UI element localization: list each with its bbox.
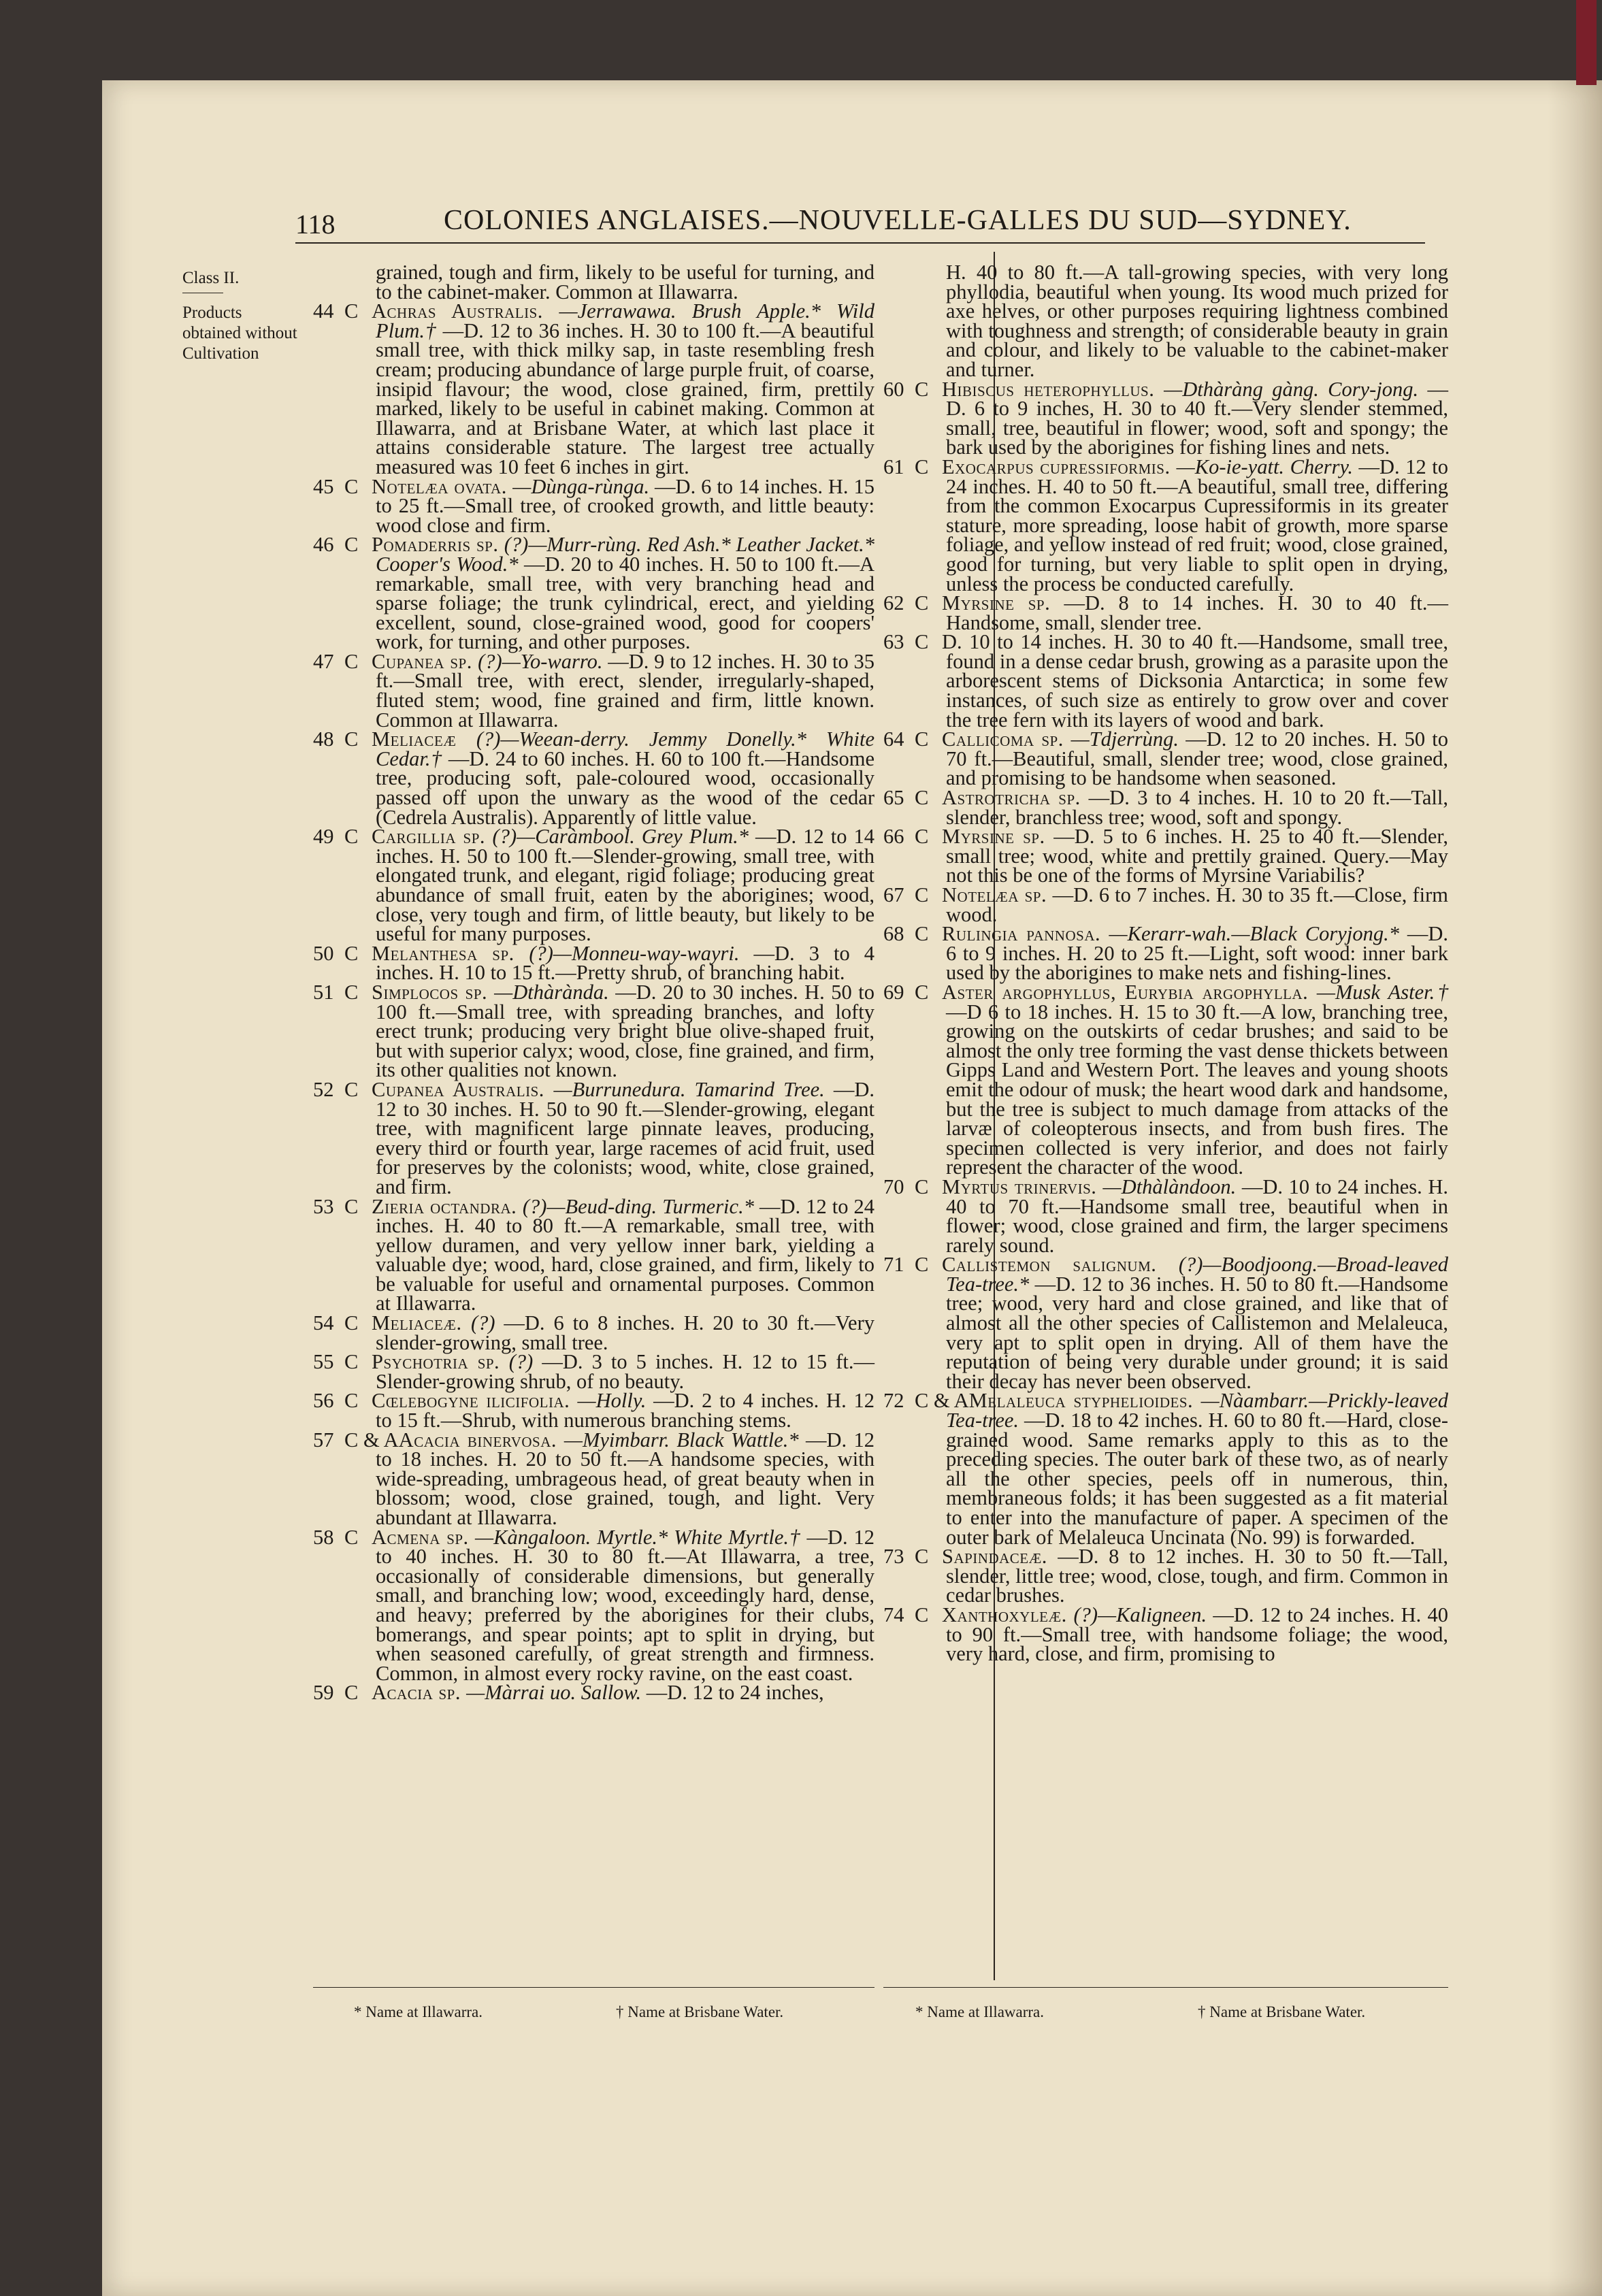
- catalogue-entry: [313, 1525, 874, 1685]
- species-name: Cupanea Australis.: [372, 1077, 554, 1101]
- footnote-right-dagger: † Name at Brisbane Water.: [1198, 2003, 1366, 2020]
- entry-class: C: [915, 786, 929, 810]
- entry-number: 52: [313, 1077, 334, 1101]
- catalogue-entry: [883, 980, 1448, 1179]
- entry-description: H. 40 to 80 ft.—A tall-growing species, with very long phyllodia, beautiful when young. Its wood much prized for axe helves, or other purposes requiring lightness combined with toughness and strength; of considerable beauty in grain and colour, and likely to be valuable to the cabinet-maker and turner.: [946, 261, 1448, 381]
- entry-class: C: [915, 591, 929, 615]
- species-name: Exocarpus cupressiformis.: [942, 455, 1177, 478]
- species-name: Sapindaceæ.: [942, 1545, 1058, 1569]
- catalogue-entry: [313, 535, 874, 652]
- entry-number: 45: [313, 474, 334, 498]
- common-names: (?)—Beud-ding. Turmeric.*: [522, 1194, 759, 1218]
- entry-class: C: [915, 825, 929, 849]
- entry-description: —D. 3 to 4 inches. H. 10 to 15 ft.—Pretty shrub, of branching habit.: [376, 941, 874, 985]
- entry-class: C: [344, 1077, 359, 1101]
- species-name: Psychotria sp.: [372, 1350, 509, 1374]
- entry-description: —D. 12 to 24 inches. H. 40 to 80 ft.—A remarkable, small tree, with yellow duramen, and very yellow inner bark, yielding a valuable dye; wood, hard, close grained, and firm, likely to be valuable for useful and ornamental purposes. Common at Illawarra.: [376, 1194, 875, 1315]
- entry-number: 74: [883, 1603, 904, 1626]
- entry-number: 53: [313, 1194, 334, 1218]
- entry-description: —D 6 to 18 inches. H. 15 to 30 ft.—A low, branching tree, growing on the outskirts of cedar brushes; and said to be almost the only tree forming the vast dense thickets between Gipps Land and Western Port. The leaves and young shoots emit the odour of musk; the heart wood dark and handsome, but the tree is subject to much damage from attacks of the larvæ of coleopterous insects, and from bush fires. The specimen collected is very inferior, and does not fairly represent the character of the wood.: [946, 1000, 1448, 1179]
- entry-number: 68: [883, 922, 904, 946]
- catalogue-entry: [313, 474, 875, 537]
- species-name: Melanthesa sp.: [372, 941, 529, 965]
- catalogue-entry: [883, 885, 1448, 924]
- common-names: —Burrunedura. Tamarind Tree.: [553, 1077, 834, 1101]
- footnote-left-star: * Name at Illawarra.: [354, 2003, 483, 2020]
- species-name: Notelæa sp.: [942, 883, 1053, 906]
- species-name: Acmena sp.: [372, 1525, 475, 1549]
- common-names: —Nàambarr.—Prickly-leaved Tea-tree.: [946, 1389, 1448, 1432]
- entry-number: 72: [883, 1389, 904, 1413]
- common-names: (?)—Boodjoong.—Broad-leaved Tea-tree.*: [946, 1253, 1448, 1296]
- common-names: —Jerrawawa. Brush Apple.* Wild Plum.†: [376, 299, 874, 342]
- entry-class: C: [344, 980, 359, 1004]
- entry-class: C: [344, 825, 359, 849]
- entry-number: 60: [883, 377, 904, 401]
- catalogue-entry: [313, 1430, 874, 1528]
- catalogue-entry: [313, 1194, 875, 1315]
- bookmark-ribbon: [1576, 0, 1597, 85]
- entry-class: C: [915, 377, 929, 401]
- entry-description: —D. 12 to 18 inches. H. 20 to 50 ft.—A handsome species, with wide-spreading, umbrageous head, of great beauty when in blossom; wood, close grained, tough, and light. Very abundant at Illawarra.: [376, 1428, 875, 1529]
- entry-class: C: [344, 299, 359, 323]
- entry-number: 71: [883, 1253, 904, 1277]
- entry-number: 44: [313, 299, 334, 323]
- entry-number: 65: [883, 786, 904, 810]
- entry-class: C: [344, 649, 359, 673]
- entry-class: C: [915, 630, 929, 654]
- page-shadow: [1548, 80, 1602, 2296]
- species-name: Astrotricha sp.: [942, 786, 1089, 810]
- entry-description: —D. 5 to 6 inches. H. 25 to 40 ft.—Slender, small tree; wood, white and prettily grained. Query.—May not this be one of the forms of Myrsine Variabilis?: [946, 825, 1448, 887]
- margin-class-label: Class II.: [182, 269, 240, 287]
- catalogue-entry: [883, 1605, 1448, 1664]
- entry-number: 54: [313, 1311, 334, 1335]
- left-column: [313, 263, 874, 1703]
- entry-class: C: [915, 1545, 929, 1569]
- entry-number: 57: [313, 1428, 334, 1452]
- catalogue-entry: [313, 1077, 874, 1198]
- catalogue-entry: [883, 1177, 1448, 1255]
- catalogue-entry: [883, 729, 1448, 788]
- entry-class: C: [344, 727, 359, 751]
- entry-description: —D. 6 to 9 inches, H. 30 to 40 ft.—Very slender stemmed, small, tree, beautiful in flower; wood, soft and spongy; the bark used by the aborigines for fishing lines and nets.: [946, 377, 1448, 459]
- catalogue-entry: [883, 788, 1448, 827]
- entry-class: C: [344, 941, 359, 965]
- catalogue-entry: [313, 301, 874, 476]
- catalogue-entry: [313, 1313, 874, 1352]
- entry-description: —D. 2 to 4 inches. H. 12 to 15 ft.—Shrub, with numerous branching stems.: [376, 1389, 874, 1432]
- species-name: Acacia binervosa.: [398, 1428, 564, 1452]
- entry-description: —D. 20 to 30 inches. H. 50 to 100 ft.—Small tree, with spreading branches, and lofty erect trunk; producing very bright blue olive-shaped fruit, but with superior calyx; wood, close, fine grained, and firm, its other qualities not known.: [376, 980, 874, 1082]
- entry-description: —D. 9 to 12 inches. H. 30 to 35 ft.—Small tree, with erect, slender, irregularly-shaped, fluted stem; wood, fine grained and firm, little known. Common at Illawarra.: [376, 649, 874, 732]
- species-name: Achras Australis.: [372, 299, 559, 323]
- entry-number: 73: [883, 1545, 904, 1569]
- species-name: Acacia sp.: [372, 1681, 467, 1705]
- entry-description: —D. 8 to 12 inches. H. 30 to 50 ft.—Tall, slender, little tree; wood, close, tough, and firm. Common in cedar brushes.: [946, 1545, 1448, 1607]
- catalogue-entry: [313, 649, 874, 732]
- entry-class: C: [915, 455, 929, 478]
- common-names: (?)—Yo-warro.: [478, 649, 608, 673]
- common-names: (?)—Caràmbool. Grey Plum.*: [492, 825, 756, 849]
- entry-class: C: [344, 1311, 359, 1335]
- entry-number: 61: [883, 455, 904, 478]
- species-name: Myrsine sp.: [942, 591, 1064, 615]
- common-names: —Musk Aster.†: [1316, 980, 1448, 1004]
- species-name: Aster argophyllus, Eurybia argophylla.: [942, 980, 1317, 1004]
- entry-number: 67: [883, 883, 904, 906]
- common-names: —Dthàràng gàng. Cory-jong.: [1164, 377, 1428, 401]
- entry-description: —D. 12 to 24 inches. H. 40 to 50 ft.—A beautiful, small tree, differing from the common Exocarpus Cupressiformis in its greater stature, more spreading, loose habit of growth, more sparse foliage, and yellow instead of red fruit; wood, close grained, good for turning, but very liable to split open in drying, unless the process be conducted carefully.: [946, 455, 1449, 595]
- common-names: (?)—Murr-rùng. Red Ash.* Leather Jacket.* Cooper's Wood.*: [376, 533, 874, 576]
- species-name: Hibiscus heterophyllus.: [942, 377, 1164, 401]
- entry-number: 70: [883, 1175, 904, 1198]
- catalogue-entry: [313, 261, 874, 304]
- entry-description: —D. 12 to 20 inches. H. 50 to 70 ft.—Beautiful, small, slender tree; wood, close grained, and promising to be handsome when seasoned.: [946, 727, 1448, 790]
- catalogue-entry: [313, 729, 874, 827]
- entry-description: —D. 12 to 40 inches. H. 30 to 80 ft.—At Illawarra, a tree, occasionally of considerable dimensions, but generally small, and branching low; wood, exceedingly hard, dense, and heavy; preferred by the aborigines for their clubs, bomerangs, and spear points; apt to split in drying, but when seasoned carefully, of great strength and firmness. Common, in almost every rocky ravine, on the east coast.: [376, 1525, 874, 1685]
- catalogue-entry: [883, 457, 1448, 593]
- common-names: —Dthàlàndoon.: [1102, 1175, 1242, 1198]
- species-name: Zieria octandra.: [372, 1194, 523, 1218]
- common-names: (?): [508, 1350, 542, 1374]
- entry-number: 56: [313, 1389, 334, 1413]
- common-names: —Myimbarr. Black Wattle.*: [563, 1428, 806, 1452]
- entry-class: C: [344, 1350, 359, 1374]
- common-names: (?)—Monneu-way-wayri.: [529, 941, 754, 965]
- entry-class: C & A: [344, 1428, 399, 1452]
- catalogue-entry: [313, 1391, 874, 1430]
- species-name: Myrtus trinervis.: [942, 1175, 1103, 1198]
- entry-description: —D. 6 to 9 inches. H. 20 to 25 ft.—Light, soft wood: inner bark used by the aborigines to make nets and fishing-lines.: [946, 922, 1448, 985]
- entry-description: —D. 18 to 42 inches. H. 60 to 80 ft.—Hard, close-grained wood. Same remarks apply to this as to the preceding species. The outer bark of these two, as of nearly all the other species, peels off in numerous, thin, membraneous folds; it has been suggested as a fit material to enter into the manufacture of paper. A specimen of the outer bark of Melaleuca Uncinata (No. 99) is forwarded.: [946, 1409, 1448, 1549]
- page-header: [295, 204, 1452, 245]
- catalogue-entry: [313, 1683, 874, 1703]
- entry-description: —D. 10 to 24 inches. H. 40 to 70 ft.—Handsome small tree, beautiful when in flower; wood, close grained and firm, the larger specimens rarely sound.: [946, 1175, 1449, 1257]
- entry-class: C: [915, 922, 929, 946]
- catalogue-entry: [883, 924, 1448, 983]
- common-names: —Dùnga-rùnga.: [512, 474, 655, 498]
- species-name: Cupanea sp.: [372, 649, 478, 673]
- entry-class: C: [344, 1389, 359, 1413]
- species-name: Rulingia pannosa.: [942, 922, 1109, 946]
- entry-number: 64: [883, 727, 904, 751]
- footnote-rule-right: [883, 1987, 1448, 1988]
- catalogue-entry: [883, 1391, 1448, 1547]
- entry-description: grained, tough and firm, likely to be useful for turning, and to the cabinet-maker. Common at Illawarra.: [376, 261, 874, 304]
- catalogue-entry: [313, 827, 874, 944]
- entry-number: 63: [883, 630, 904, 654]
- species-name: Melaleuca styphelioides.: [968, 1389, 1201, 1413]
- catalogue-entry: [883, 377, 1448, 459]
- species-name: Xanthoxyleæ.: [942, 1603, 1074, 1626]
- entry-number: 62: [883, 591, 904, 615]
- common-names: —Holly.: [577, 1389, 654, 1413]
- entry-description: D. 10 to 14 inches. H. 30 to 40 ft.—Handsome, small tree, found in a dense cedar brush, growing as a parasite upon the arborescent stems of Dicksonia Antarctica; in some few instances, of such size as entirely to grow over and cover the tree fern with its layers of wood and bark.: [942, 630, 1448, 732]
- entry-description: —D. 6 to 14 inches. H. 15 to 25 ft.—Small tree, of crooked growth, and little beauty: wood close and firm.: [376, 474, 875, 537]
- catalogue-entry: [883, 593, 1448, 632]
- entry-class: C: [915, 1175, 929, 1198]
- entry-description: —D. 12 to 36 inches. H. 50 to 80 ft.—Handsome tree; wood, very hard and close grained, and like that of almost all the other species of Callistemon and Melaleuca, very apt to split open in drying. All of them have the reputation of being very durable under ground; it is said their decay has never been observed.: [946, 1272, 1448, 1393]
- common-names: (?): [470, 1311, 504, 1335]
- catalogue-entry: [313, 980, 874, 1082]
- common-names: (?)—Kaligneen.: [1073, 1603, 1213, 1626]
- entry-number: 48: [313, 727, 334, 751]
- entry-class: C: [344, 1194, 359, 1218]
- entry-number: 58: [313, 1525, 334, 1549]
- species-name: Meliaceæ: [372, 727, 476, 751]
- catalogue-entry: [883, 630, 1448, 732]
- entry-class: C: [344, 533, 359, 557]
- entry-class: C: [344, 1525, 359, 1549]
- common-names: —Màrrai uo. Sallow.: [466, 1681, 647, 1705]
- entry-description: —D. 3 to 5 inches. H. 12 to 15 ft.—Slender-growing shrub, of no beauty.: [376, 1350, 874, 1393]
- header-rule: [295, 242, 1425, 244]
- footnote-right-star: * Name at Illawarra.: [915, 2003, 1045, 2020]
- species-name: Callistemon salignum.: [942, 1253, 1179, 1277]
- right-column: [883, 263, 1448, 1664]
- page-number: 118: [295, 209, 336, 240]
- species-name: Notelæa ovata.: [372, 474, 513, 498]
- catalogue-entry: [883, 827, 1448, 885]
- entry-number: 50: [313, 941, 334, 965]
- entry-class: C: [915, 1253, 929, 1277]
- common-names: —Ko-ie-yatt. Cherry.: [1176, 455, 1359, 478]
- species-name: Cœlebogyne ilicifolia.: [372, 1389, 578, 1413]
- common-names: (?)—Weean-derry. Jemmy Donelly.* White Cedar.†: [376, 727, 874, 770]
- running-title: COLONIES ANGLAISES.—NOUVELLE-GALLES DU SUD—SYDNEY.: [444, 205, 1352, 236]
- entry-number: 69: [883, 980, 904, 1004]
- entry-number: 47: [313, 649, 334, 673]
- catalogue-entry: [883, 263, 1448, 380]
- entry-description: —D. 8 to 14 inches. H. 30 to 40 ft.—Handsome, small, slender tree.: [946, 591, 1448, 634]
- entry-description: —D. 24 to 60 inches. H. 60 to 100 ft.—Handsome tree, producing soft, pale-coloured wood, occasionally passed off upon the unwary as the wood of the cedar (Cedrela Australis). Apparently of little value.: [376, 747, 874, 829]
- catalogue-entry: [313, 1352, 874, 1391]
- species-name: Simplocos sp.: [372, 980, 495, 1004]
- entry-description: —D. 12 to 36 inches. H. 30 to 100 ft.—A beautiful small tree, with thick milky sap, in taste resembling fresh cream; producing abundance of large purple fruit, of coarse, insipid flavour; the wood, close grained, firm, prettily marked, likely to be useful in cabinet making. Common at Illawarra, and at Brisbane Water, at which last place it attains considerable stature. The largest tree actually measured was 10 feet 6 inches in girt.: [376, 318, 874, 478]
- catalogue-entry: [883, 1547, 1448, 1605]
- footnote-rule-left: [313, 1987, 874, 1988]
- entry-class: C & A: [915, 1389, 969, 1413]
- entry-class: C: [915, 1603, 929, 1626]
- common-names: —Kerarr-wah.—Black Coryjong.*: [1109, 922, 1407, 946]
- entry-number: 66: [883, 825, 904, 849]
- entry-number: 46: [313, 533, 334, 557]
- entry-description: —D. 3 to 4 inches. H. 10 to 20 ft.—Tall, slender, branchless tree; wood, soft and spongy.: [946, 786, 1448, 829]
- entry-description: —D. 20 to 40 inches. H. 50 to 100 ft.—A remarkable, small tree, with very branching head and sparse foliage; the trunk cylindrical, erect, and yielding excellent, sound, close-grained wood, good for coopers' work, for turning, and other purposes.: [376, 552, 875, 654]
- entry-class: C: [344, 474, 359, 498]
- entry-class: C: [915, 727, 929, 751]
- entry-description: —D. 6 to 8 inches. H. 20 to 30 ft.—Very slender-growing, small tree.: [376, 1311, 874, 1354]
- entry-class: C: [344, 1681, 359, 1705]
- common-names: —Tdjerrùng.: [1070, 727, 1186, 751]
- entry-number: 59: [313, 1681, 334, 1705]
- catalogue-entry: [883, 1255, 1448, 1391]
- common-names: —Kàngaloon. Myrtle.* White Myrtle.†: [475, 1525, 807, 1549]
- common-names: —Dthàrànda.: [494, 980, 616, 1004]
- species-name: Pomaderris sp.: [372, 533, 504, 557]
- entry-class: C: [915, 883, 929, 906]
- species-name: Meliaceæ.: [372, 1311, 471, 1335]
- species-name: Callicoma sp.: [942, 727, 1071, 751]
- margin-category: Products obtained without Cultivation: [182, 304, 297, 363]
- entry-number: 51: [313, 980, 334, 1004]
- entry-number: 49: [313, 825, 334, 849]
- species-name: Myrsine sp.: [942, 825, 1054, 849]
- catalogue-entry: [313, 941, 874, 985]
- entry-number: 55: [313, 1350, 334, 1374]
- margin-note: [182, 268, 298, 364]
- entry-description: —D. 6 to 7 inches. H. 30 to 35 ft.—Close, firm wood.: [946, 883, 1448, 926]
- footnote-left-dagger: † Name at Brisbane Water.: [616, 2003, 784, 2020]
- entry-description: —D. 12 to 24 inches,: [646, 1681, 824, 1705]
- entry-description: —D. 12 to 14 inches. H. 50 to 100 ft.—Slender-growing, small tree, with elongated trunk, and elegant, rigid foliage; producing great abundance of small fruit, eaten by the aborigines; wood, close, very tough and firm, of little beauty, but likely to be useful for many purposes.: [376, 825, 874, 946]
- species-name: Cargillia sp.: [372, 825, 493, 849]
- entry-description: —D. 12 to 24 inches. H. 40 to 90 ft.—Small tree, with handsome foliage; the wood, very hard, close, and firm, promising to: [946, 1603, 1448, 1666]
- entry-description: —D. 12 to 30 inches. H. 50 to 90 ft.—Slender-growing, elegant tree, with magnificent large pinnate leaves, producing, every third or fourth year, large racemes of acid fruit, used for preserves by the colonists; wood, white, close grained, and firm.: [376, 1077, 874, 1198]
- entry-class: C: [915, 980, 929, 1004]
